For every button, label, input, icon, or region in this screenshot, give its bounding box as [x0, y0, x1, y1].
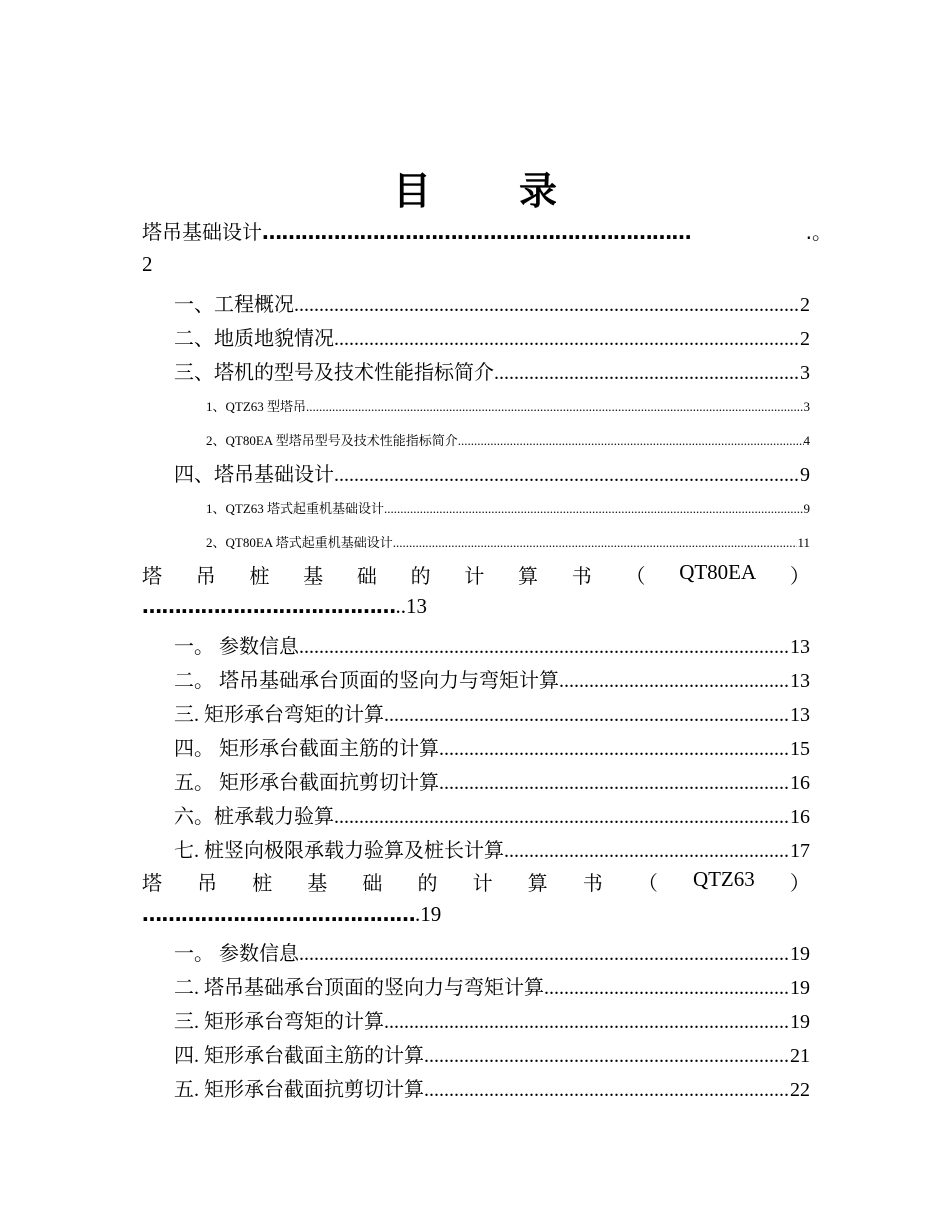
toc-heading-char: ） [789, 564, 810, 588]
toc-page-number: 11 [797, 535, 810, 550]
toc-heading-char: 的 [417, 871, 438, 895]
toc-leader-dots [458, 433, 804, 449]
toc-leader-tail: . [415, 902, 421, 926]
toc-leader-dots [384, 501, 803, 517]
toc-leader-dots [439, 738, 790, 761]
toc-subentry[interactable] [206, 498, 810, 517]
toc-page-number: 13 [406, 594, 427, 618]
toc-entry-label: 1、QTZ63 型塔吊 [206, 399, 307, 414]
toc-leader-dots [504, 840, 790, 863]
toc-heading-char: 算 [527, 871, 548, 895]
toc-leader-dots: …………………………………… [142, 902, 415, 926]
toc-section-page-line [142, 902, 441, 927]
toc-leader-dots: ………………………………………………………… [262, 220, 691, 244]
toc-entry[interactable] [174, 766, 810, 795]
toc-heading-char: QTZ63 [692, 867, 755, 891]
toc-entry-label: 六。桩承载力验算 [174, 806, 334, 828]
toc-page-number: 2 [142, 252, 153, 276]
toc-entry-label: 二、地质地貌情况 [174, 328, 334, 350]
toc-subentry[interactable] [206, 532, 810, 551]
toc-entry-label: 二. 塔吊基础承台顶面的竖向力与弯矩计算 [174, 977, 544, 999]
toc-leader-dots [334, 806, 790, 829]
toc-heading-char: （ [637, 871, 658, 895]
toc-page-number: 21 [790, 1045, 810, 1067]
toc-heading-char: 吊 [195, 564, 216, 588]
toc-section-page-line [142, 252, 153, 277]
toc-heading-char: 书 [571, 564, 592, 588]
toc-leader-dots: ………………………………… [142, 594, 396, 618]
toc-page-number: 19 [790, 1011, 810, 1033]
toc-leader-dots [393, 535, 798, 551]
toc-page-number: 2 [800, 328, 810, 350]
toc-entry[interactable] [174, 698, 810, 727]
toc-entry[interactable] [174, 834, 810, 863]
toc-leader-dots [306, 399, 803, 415]
toc-page-number: 9 [800, 464, 810, 486]
toc-entry[interactable] [174, 1039, 810, 1068]
toc-entry[interactable] [174, 356, 810, 385]
toc-entry[interactable] [174, 322, 810, 351]
toc-entry[interactable] [174, 800, 810, 829]
toc-heading-char: 基 [303, 564, 324, 588]
toc-entry-label: 五。 矩形承台截面抗剪切计算 [174, 772, 439, 794]
toc-heading-char: 书 [582, 871, 603, 895]
toc-title [0, 160, 950, 215]
toc-heading-char: 算 [518, 564, 539, 588]
toc-entry-label: 三. 矩形承台弯矩的计算 [174, 1011, 384, 1033]
toc-leader-dots [384, 704, 790, 727]
toc-heading-char: ） [789, 871, 810, 895]
toc-leader-dots [559, 670, 790, 693]
toc-entry-label: 一。 参数信息 [174, 636, 299, 658]
toc-heading-char: 计 [472, 871, 493, 895]
toc-heading-char: QT80EA [679, 560, 757, 584]
toc-title-char: 录 [519, 169, 558, 213]
toc-entry-label: 二。 塔吊基础承台顶面的竖向力与弯矩计算 [174, 670, 559, 692]
toc-leader-dots [334, 464, 800, 487]
toc-leader-tail: .. [395, 594, 406, 618]
toc-entry-label: 四。 矩形承台截面主筋的计算 [174, 738, 439, 760]
toc-page-number: 15 [790, 738, 810, 760]
toc-entry[interactable] [174, 458, 810, 487]
toc-section-page-line [142, 594, 427, 619]
toc-section-label: 塔吊基础设计 [142, 220, 262, 244]
toc-page-number: 22 [790, 1079, 810, 1101]
toc-leader-dots [494, 362, 800, 385]
toc-entry-label: 三. 矩形承台弯矩的计算 [174, 704, 384, 726]
toc-page-number: 13 [790, 670, 810, 692]
toc-heading-char: 的 [410, 564, 431, 588]
toc-entry-label: 三、塔机的型号及技术性能指标简介 [174, 362, 494, 384]
toc-heading-char: 基 [307, 871, 328, 895]
toc-entry-label: 2、QT80EA 型塔吊型号及技术性能指标简介 [206, 433, 458, 448]
toc-subentry[interactable] [206, 396, 810, 415]
toc-subentry[interactable] [206, 430, 810, 449]
toc-heading-char: 桩 [249, 564, 270, 588]
toc-heading-char: 吊 [197, 871, 218, 895]
toc-leader-dots [439, 772, 790, 795]
toc-leader-tail: .。 [805, 220, 832, 244]
toc-entry[interactable] [174, 732, 810, 761]
toc-heading-char: 础 [362, 871, 383, 895]
toc-entry-label: 1、QTZ63 塔式起重机基础设计 [206, 501, 385, 516]
toc-entry-label: 2、QT80EA 塔式起重机基础设计 [206, 535, 393, 550]
toc-heading-char: （ [625, 564, 646, 588]
toc-heading-char: 塔 [142, 871, 162, 895]
toc-page-number: 16 [790, 772, 810, 794]
toc-leader-dots [294, 294, 800, 317]
toc-leader-dots [424, 1079, 790, 1102]
toc-page-number: 19 [420, 902, 442, 926]
toc-entry[interactable] [174, 937, 810, 966]
toc-heading-char: 桩 [252, 871, 273, 895]
toc-entry-label: 七. 桩竖向极限承载力验算及桩长计算 [174, 840, 504, 862]
toc-leader-dots [334, 328, 800, 351]
toc-heading-char: 计 [464, 564, 485, 588]
toc-page-number: 16 [790, 806, 810, 828]
toc-title-char: 目 [392, 169, 431, 213]
toc-page-number: 3 [800, 362, 810, 384]
toc-heading-char: 塔 [142, 564, 162, 588]
toc-entry[interactable] [174, 288, 810, 317]
toc-entry-label: 四. 矩形承台截面主筋的计算 [174, 1045, 424, 1067]
toc-entry[interactable] [174, 1073, 810, 1102]
toc-page-number: 13 [790, 704, 810, 726]
toc-heading-char: 础 [356, 564, 377, 588]
toc-leader-dots [384, 1011, 790, 1034]
toc-page-number: 19 [790, 943, 810, 965]
toc-section-heading[interactable] [142, 216, 832, 245]
toc-entry[interactable] [174, 1005, 810, 1034]
toc-section-heading[interactable] [142, 867, 810, 896]
toc-page-number: 9 [803, 501, 810, 516]
toc-leader-dots [299, 943, 790, 966]
toc-page-number: 13 [790, 636, 810, 658]
toc-leader-dots [424, 1045, 790, 1068]
toc-entry-label: 一。 参数信息 [174, 943, 299, 965]
toc-section-heading[interactable] [142, 560, 810, 589]
toc-entry[interactable] [174, 971, 810, 1000]
toc-page-number: 2 [800, 294, 810, 316]
toc-page-number: 3 [803, 399, 810, 414]
toc-leader-dots [299, 636, 790, 659]
toc-entry[interactable] [174, 664, 810, 693]
toc-page-number: 4 [803, 433, 810, 448]
toc-entry-label: 一、工程概况 [174, 294, 294, 316]
toc-page-number: 19 [790, 977, 810, 999]
toc-leader-dots [544, 977, 790, 1000]
toc-entry-label: 五. 矩形承台截面抗剪切计算 [174, 1079, 424, 1101]
toc-page-number: 17 [790, 840, 810, 862]
toc-entry-label: 四、塔吊基础设计 [174, 464, 334, 486]
toc-entry[interactable] [174, 630, 810, 659]
